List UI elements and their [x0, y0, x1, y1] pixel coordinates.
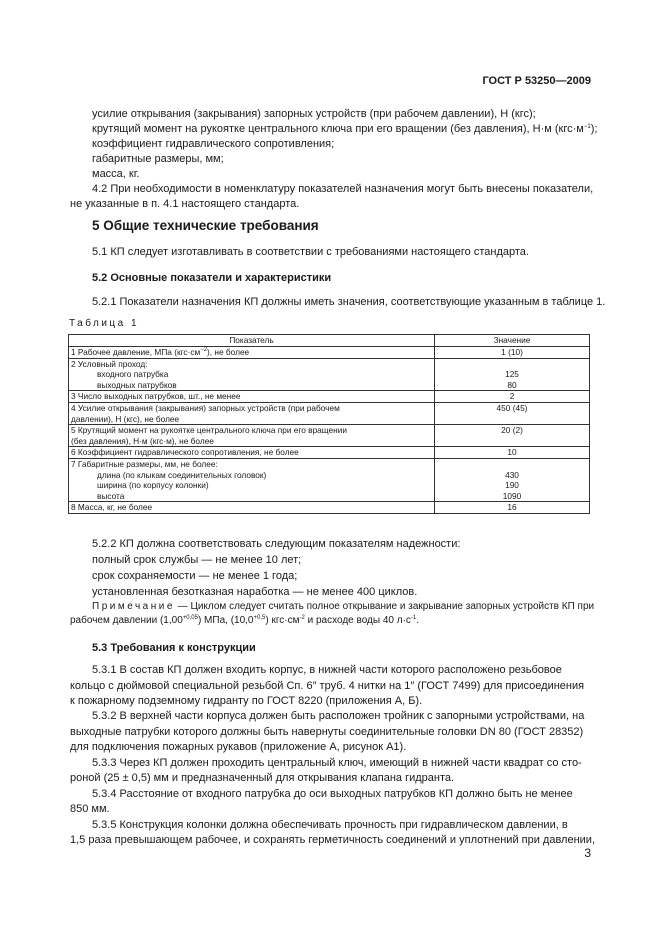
paragraph-5-3-4: 850 мм. [70, 803, 110, 815]
paragraph-5-3-3: 5.3.3 Через КП должен проходить центральный ключ, имеющий в нижней части квадрат со сто- [92, 757, 582, 769]
reliability-item: срок сохраняемости — не менее 1 года; [92, 570, 298, 582]
table-row [69, 347, 590, 359]
table-cell: 2 Условный проход: входного патрубка выходных патрубков [69, 358, 435, 391]
table-cell: 6 Коэффициент гидравлического сопротивления, не более [69, 447, 435, 459]
intro-line: усилие открывания (закрывания) запорных устройств (при рабочем давлении), Н (кгс); [92, 108, 536, 120]
paragraph-4-2: не указанные в п. 4.1 настоящего стандарта. [70, 198, 300, 210]
table-cell: 16 [435, 502, 590, 514]
paragraph-4-2: 4.2 При необходимости в номенклатуру показателей назначения могут быть внесены показатели, [92, 183, 594, 195]
section-title: 5 Общие технические требования [92, 218, 319, 233]
paragraph-5-3-5: 5.3.5 Конструкция колонки должна обеспечивать прочность при гидравлическом давлении, в [92, 819, 568, 831]
table-cell: 4 Усилие открывания (закрывания) запорных устройств (при рабочем давлении), Н (кгс), не более [69, 402, 435, 424]
paragraph-5-3-1: к пожарному подземному гидранту по ГОСТ 8220 (приложения А, Б). [70, 695, 423, 707]
table-row [69, 502, 590, 514]
specs-table [68, 334, 590, 514]
subsection-title: 5.3 Требования к конструкции [92, 642, 256, 654]
column-header: Показатель [69, 335, 435, 347]
reliability-item: полный срок службы — не менее 10 лет; [92, 554, 302, 566]
paragraph-5-3-2: выходные патрубки которого должны быть навернуты соединительные головки DN 80 (ГОСТ 28352) [70, 726, 584, 738]
table-row [69, 391, 590, 403]
note: рабочем давлении $(1,00^{+0,05})$ МПа, $(10,0^{+0,5})$ $кгс\cdot см^{-2}$ и расходе воды 40 $л\cdot с^{-1}$. [70, 615, 420, 626]
table-row [69, 447, 590, 459]
paragraph-5-3-1: 5.3.1 В состав КП должен входить корпус, в нижней части которого расположено резьбовое [92, 664, 562, 676]
doc-code: ГОСТ Р 53250—2009 [482, 75, 591, 87]
table-cell: 2 [435, 391, 590, 403]
paragraph-5-3-1: кольцо с дюймовой специальной резьбой Сп. 6″ труб. 4 нитки на 1″ (ГОСТ 7499) для присоединения [70, 680, 585, 692]
paragraph-5-2-2: 5.2.2 КП должна соответствовать следующим показателям надежности: [92, 538, 461, 550]
subsection-title: 5.2 Основные показатели и характеристики [92, 272, 332, 284]
table-cell: 20 (2) [435, 425, 590, 447]
intro-line: масса, кг. [92, 168, 140, 180]
table-row [69, 402, 590, 424]
paragraph-5-3-2: 5.3.2 В верхней части корпуса должен быть расположен тройник с запорными устройствами, на [92, 710, 585, 722]
table-row [69, 458, 590, 501]
intro-line: коэффициент гидравлического сопротивления; [92, 138, 335, 150]
paragraph-5-3-5: 1,5 раза превышающем рабочее, и сохранять герметичность соединений и уплотнений при давлении, [70, 834, 596, 846]
table-cell: 10 [435, 447, 590, 459]
table-cell: 1 (10) [435, 347, 590, 359]
table-row [69, 425, 590, 447]
table-cell: 450 (45) [435, 402, 590, 424]
table-cell: 7 Габаритные размеры, мм, не более: длина (по клыкам соединительных головок) ширина (по корпусу колонки) высота [69, 458, 435, 501]
reliability-item: установленная безотказная наработка — не менее 400 циклов. [92, 586, 418, 598]
note-label: Примечание [92, 601, 175, 612]
paragraph-5-3-2: для подключения пожарных рукавов (приложение А, рисунок А1). [70, 741, 407, 753]
table-cell: 8 Масса, кг, не более [69, 502, 435, 514]
intro-line: крутящий момент на рукоятке центрального ключа при его вращении (без давления), Н·м $(кгс\cdot м^{-1})$; [92, 123, 598, 135]
paragraph-5-2-1: 5.2.1 Показатели назначения КП должны иметь значения, соответствующие указанным в таблице 1. [92, 296, 606, 308]
table-header-row [69, 335, 590, 347]
paragraph-5-3-3: роной (25 ± 0,5) мм и предназначенный для открывания клапана гидранта. [70, 772, 455, 784]
page-number: 3 [584, 846, 591, 860]
table-cell: 3 Число выходных патрубков, шт., не менее [69, 391, 435, 403]
table-caption: Таблица 1 [69, 318, 140, 329]
table-row [69, 358, 590, 391]
table-cell: 5 Крутящий момент на рукоятке центрального ключа при его вращении (без давления), Н·м (кгс·м), не более [69, 425, 435, 447]
table-cell: 125 80 [435, 358, 590, 391]
paragraph-5-1: 5.1 КП следует изготавливать в соответствии с требованиями настоящего стандарта. [92, 246, 529, 258]
intro-line: габаритные размеры, мм; [92, 153, 224, 165]
table-cell: 430 190 1090 [435, 458, 590, 501]
column-header: Значение [435, 335, 590, 347]
note: Примечание — Циклом следует считать полное открывание и закрывание запорных устройств КП при [92, 601, 595, 612]
paragraph-5-3-4: 5.3.4 Расстояние от входного патрубка до оси выходных патрубков КП должно быть не менее [92, 788, 573, 800]
table-cell: 1 Рабочее давление, МПа $(кгс\cdot см^{-2})$, не более [69, 347, 435, 359]
